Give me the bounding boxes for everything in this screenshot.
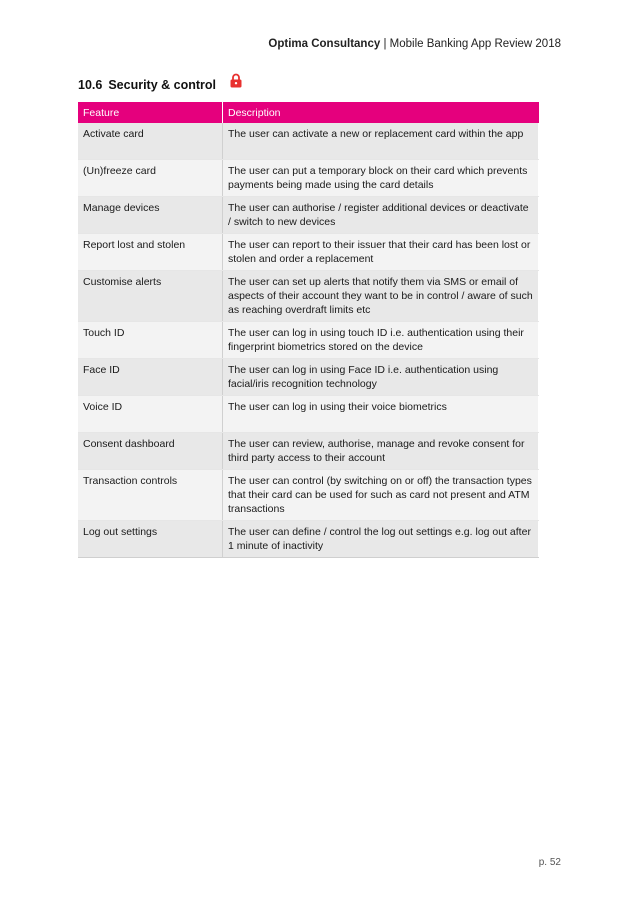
- description-cell: The user can activate a new or replacement card within the app: [223, 123, 539, 160]
- lock-icon: [230, 73, 242, 91]
- description-cell: The user can put a temporary block on their card which prevents payments being made using the card details: [223, 160, 539, 197]
- description-cell: The user can log in using touch ID i.e. authentication using their fingerprint biometrics stored on the device: [223, 322, 539, 359]
- table-row: [78, 271, 539, 322]
- table-row: [78, 197, 539, 234]
- feature-cell: Log out settings: [78, 521, 223, 558]
- page-number: p. 52: [538, 857, 561, 868]
- header-separator: |: [383, 38, 387, 50]
- table-row: [78, 521, 539, 558]
- feature-cell: Activate card: [78, 123, 223, 160]
- section-title: Security & control: [108, 78, 217, 92]
- page-header: [268, 38, 561, 50]
- description-cell: The user can define / control the log out settings e.g. log out after 1 minute of inactivity: [223, 521, 539, 558]
- table-row: [78, 160, 539, 197]
- description-cell: The user can set up alerts that notify them via SMS or email of aspects of their account they want to be in control / aware of such as reaching overdraft limits etc: [223, 271, 539, 322]
- section-number: 10.6: [78, 78, 103, 92]
- feature-cell: (Un)freeze card: [78, 160, 223, 197]
- feature-cell: Consent dashboard: [78, 433, 223, 470]
- feature-cell: Manage devices: [78, 197, 223, 234]
- column-header-feature: Feature: [78, 102, 223, 123]
- table-header-row: [78, 102, 539, 123]
- description-cell: The user can review, authorise, manage and revoke consent for third party access to their account: [223, 433, 539, 470]
- feature-cell: Report lost and stolen: [78, 234, 223, 271]
- feature-cell: Touch ID: [78, 322, 223, 359]
- table-row: [78, 322, 539, 359]
- column-header-description: Description: [223, 102, 539, 123]
- document-title: Mobile Banking App Review 2018: [389, 38, 561, 50]
- feature-cell: Face ID: [78, 359, 223, 396]
- table-row: [78, 396, 539, 433]
- section-heading: [78, 78, 242, 92]
- description-cell: The user can log in using their voice biometrics: [223, 396, 539, 433]
- table-row: [78, 359, 539, 396]
- description-cell: The user can log in using Face ID i.e. authentication using facial/iris recognition technology: [223, 359, 539, 396]
- company-name: Optima Consultancy: [268, 38, 381, 50]
- feature-cell: Voice ID: [78, 396, 223, 433]
- features-table: [78, 102, 539, 558]
- table-row: [78, 234, 539, 271]
- table-row: [78, 123, 539, 160]
- description-cell: The user can control (by switching on or off) the transaction types that their card can be used for such as card not present and ATM transactions: [223, 470, 539, 521]
- table-row: [78, 433, 539, 470]
- feature-cell: Transaction controls: [78, 470, 223, 521]
- description-cell: The user can authorise / register additional devices or deactivate / switch to new devices: [223, 197, 539, 234]
- table-row: [78, 470, 539, 521]
- description-cell: The user can report to their issuer that their card has been lost or stolen and order a replacement: [223, 234, 539, 271]
- feature-cell: Customise alerts: [78, 271, 223, 322]
